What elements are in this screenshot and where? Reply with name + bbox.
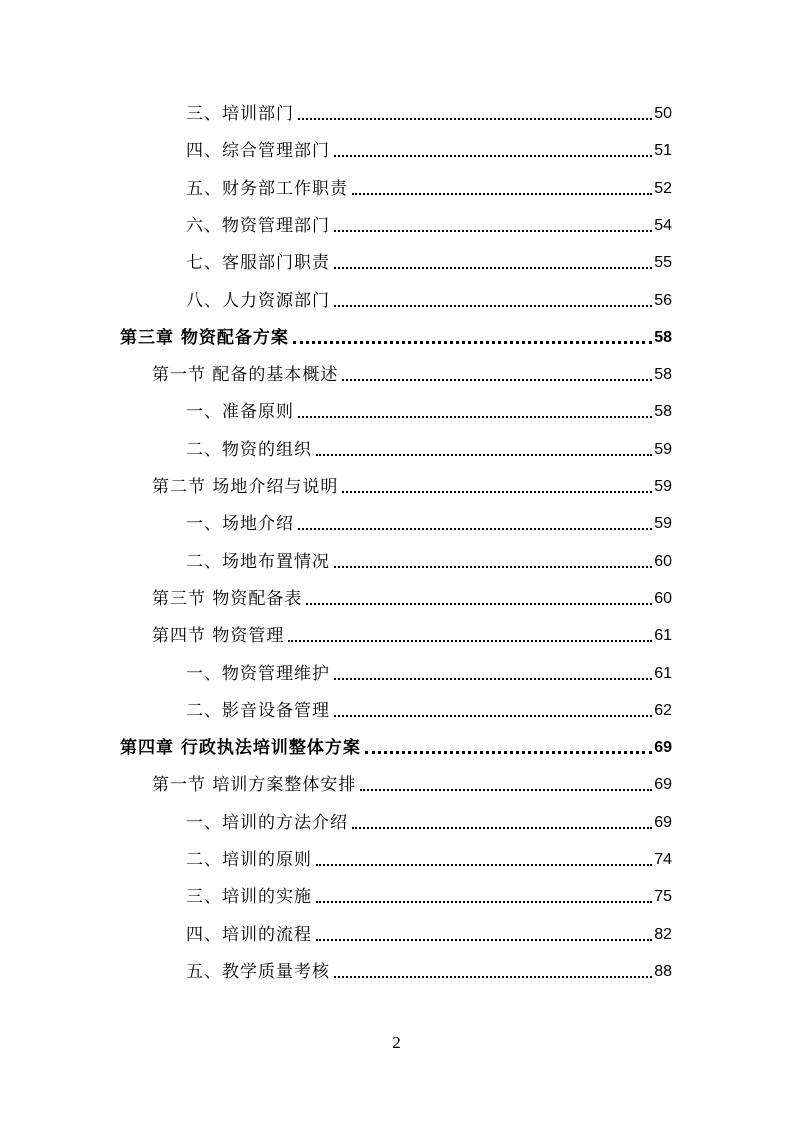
toc-entry[interactable] [186,698,672,724]
dot-leader [334,678,652,680]
toc-entry-page: 69 [654,813,672,831]
toc-entry-label: 一、准备原则 [186,402,294,423]
toc-entry-page: 69 [654,776,672,794]
toc-entry-page: 59 [654,440,672,458]
dot-leader [316,454,652,456]
dot-leader [342,379,652,381]
toc-entry-page: 52 [654,179,672,197]
dot-leader [342,491,652,493]
toc-entry-page: 60 [654,552,672,570]
toc-entry-page: 50 [654,105,672,122]
toc-entry-label: 六、物资管理部门 [186,215,330,236]
toc-entry[interactable] [186,922,672,948]
toc-entry-label: 第三章 物资配备方案 [120,327,289,348]
toc-entry[interactable] [186,959,672,985]
toc-entry-label: 一、场地介绍 [186,514,294,535]
toc-entry[interactable] [186,176,672,202]
toc-chapter-entry[interactable] [120,735,672,761]
dot-leader [334,155,652,157]
toc-entry-label: 七、客服部门职责 [186,253,330,274]
dot-leader [334,976,652,978]
toc-entry[interactable] [186,884,672,910]
dot-leader [316,939,652,941]
toc-entry-label: 第一节 配备的基本概述 [152,365,339,386]
toc-entry-page: 55 [654,254,672,272]
toc-entry-page: 61 [654,664,672,682]
toc-entry-page: 59 [654,478,672,495]
toc-entry-page: 82 [654,925,672,943]
toc-entry[interactable] [186,847,672,873]
toc-entry-label: 四、综合管理部门 [186,141,330,162]
toc-entry-label: 第四节 物资管理 [152,626,285,647]
toc-entry[interactable] [186,399,672,425]
dot-leader [298,416,652,418]
dot-leader [316,864,652,866]
toc-entry-label: 二、影音设备管理 [186,700,330,721]
toc-entry-label: 二、场地布置情况 [186,551,330,572]
toc-section-entry[interactable] [152,586,672,612]
toc-entry-label: 二、培训的原则 [186,850,312,870]
toc-entry-page: 75 [654,888,672,906]
toc-entry-label: 三、培训部门 [186,104,294,124]
toc-entry[interactable] [186,661,672,687]
toc-entry-label: 五、教学质量考核 [186,961,330,982]
toc-entry[interactable] [186,437,672,463]
toc-entry-page: 61 [654,627,672,645]
dot-leader [306,603,652,605]
toc-section-entry[interactable] [152,474,672,500]
toc-entry-label: 八、人力资源部门 [186,290,330,311]
dot-leader [334,230,652,232]
toc-entry-label: 第二节 场地介绍与说明 [152,477,339,497]
toc-entry[interactable] [186,549,672,575]
toc-entry-label: 四、培训的流程 [186,924,312,945]
toc-entry-page: 88 [654,962,672,980]
dot-leader [360,789,652,791]
dot-leader [334,715,652,717]
toc-entry[interactable] [186,138,672,164]
toc-entry[interactable] [186,250,672,276]
toc-entry[interactable] [186,213,672,239]
toc-entry[interactable] [186,288,672,314]
toc-entry-label: 五、财务部工作职责 [186,178,348,199]
toc-entry-page: 51 [654,142,672,160]
toc-entry-page: 54 [654,216,672,234]
toc-entry[interactable] [186,511,672,537]
toc-entry-page: 59 [654,515,672,533]
toc-section-entry[interactable] [152,623,672,649]
dot-leader [352,193,652,195]
toc-entry[interactable] [186,101,672,127]
toc-entry-label: 第四章 行政执法培训整体方案 [120,738,361,759]
toc-entry-page: 69 [654,739,672,757]
toc-entry-page: 60 [654,589,672,607]
toc-entry[interactable] [186,810,672,836]
toc-entry-page: 58 [654,328,672,346]
dot-leader [352,827,652,829]
dot-leader [298,118,652,120]
dot-leader [293,341,652,344]
toc-section-entry[interactable] [152,362,672,388]
dot-leader [298,528,652,530]
toc-entry-page: 58 [654,366,672,384]
toc-entry-label: 第三节 物资配备表 [152,588,303,609]
page-number-footer: 2 [392,1033,401,1052]
toc-entry-page: 74 [654,851,672,868]
dot-leader [316,901,652,903]
toc-entry-label: 一、物资管理维护 [186,663,330,684]
toc-chapter-entry[interactable] [120,325,672,351]
dot-leader [334,305,652,307]
toc-entry-label: 二、物资的组织 [186,439,312,460]
toc-entry-page: 58 [654,403,672,421]
toc-section-entry[interactable] [152,772,672,798]
dot-leader [365,751,652,754]
dot-leader [334,267,652,269]
dot-leader [334,566,652,568]
toc-entry-page: 56 [654,291,672,309]
toc-entry-label: 一、培训的方法介绍 [186,812,348,833]
dot-leader [288,640,652,642]
toc-entry-label: 三、培训的实施 [186,887,312,908]
toc-entry-page: 62 [654,701,672,719]
toc-entry-label: 第一节 培训方案整体安排 [152,775,357,796]
